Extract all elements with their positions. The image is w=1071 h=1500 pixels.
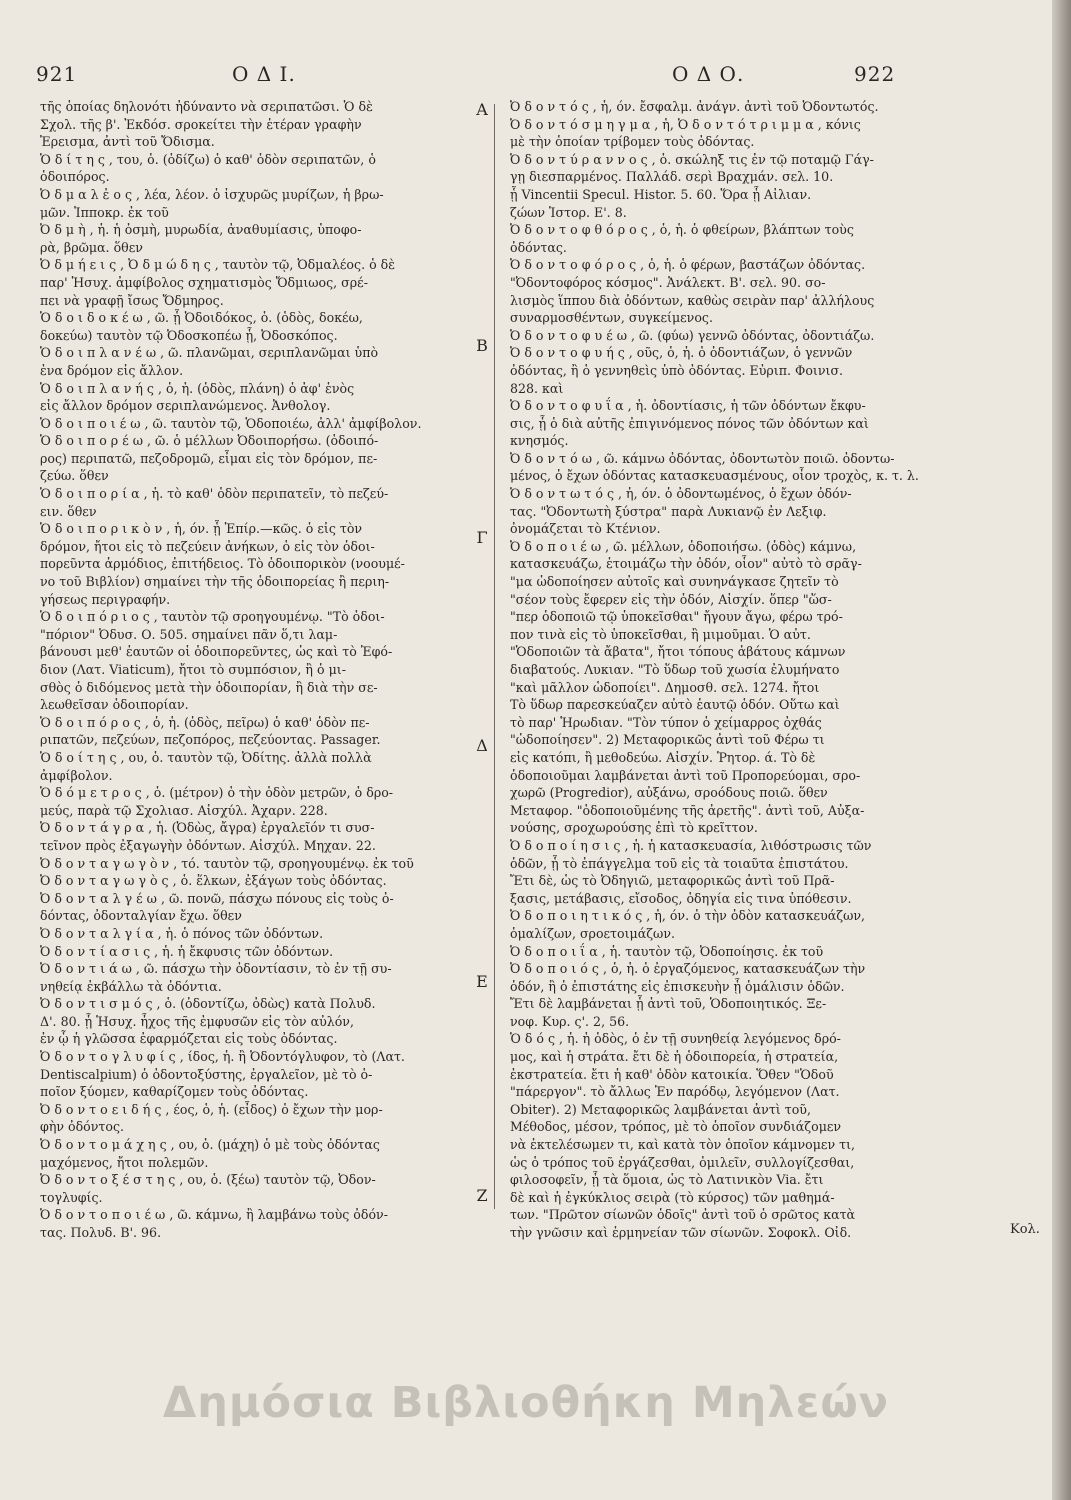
text-line: Ὀ δ ο ν τ ο π ο ι έ ω , ῶ. κάμνω, ἢ λαμβάνω τοὺς ὀδόν- xyxy=(40,1207,388,1223)
text-line: Ἔτι δὲ λαμβάνεται ᾗ ἀντὶ τοῦ, Ὁδοποιητικός. Ξε- xyxy=(510,996,827,1012)
section-letter: Β xyxy=(476,336,488,355)
text-line: ᾗ Vincentii Specul. Histor. 5. 60. Ὅρα ᾗ Αἰλιαν. xyxy=(510,186,812,202)
text-line: λεωθεῖσαν ὁδοιπορίαν. xyxy=(40,697,189,713)
text-line: ὁμαλίζων, σροετοιμάζων. xyxy=(510,925,675,941)
text-line: Ὀ δ ο ν τ ό ς , ἡ, όν. ἔσφαλμ. ἀνάγν. ἀντὶ τοῦ Ὀδοντωτός. xyxy=(510,99,879,114)
text-line: Ὀ δ ο ν τ ι ά ω , ῶ. πάσχω τὴν ὀδοντίασιν, τὸ ἐν τῇ συ- xyxy=(40,961,392,977)
text-line: Ὁ δ ο ι π λ α ν έ ω , ῶ. πλανῶμαι, σεριπλανῶμαι ὑπὸ xyxy=(40,345,379,361)
library-watermark: Δημόσια Βιβλιοθήκη Μηλεών xyxy=(162,1378,890,1428)
text-line: διαβατούς. Λυκιαν. "Τὸ ὕδωρ τοῦ χωσία ἐλυμήνατο xyxy=(510,662,840,677)
text-line: ἐν ᾧ ἡ γλῶσσα ἐφαρμόζεται εἰς τοὺς ὀδόντας. xyxy=(40,1031,338,1047)
text-line: ζώων Ἱστορ. Ε'. 8. xyxy=(510,204,627,220)
text-line: Ὁ δ ο ί τ η ς , ου, ὁ. ταυτὸν τῷ, Ὀδίτης. ἀλλὰ πολλὰ xyxy=(40,749,372,765)
text-line: χωρῶ (Progredior), αὐξάνω, σροόδους ποιῶ. ὅθεν xyxy=(510,785,828,801)
text-line: των. "Πρῶτον σίωνῶν ὁδοῖς" ἀντὶ τοῦ ὁ σρῶτος κατὰ xyxy=(510,1207,856,1223)
text-line: ὁδοιπόρος. xyxy=(40,169,110,185)
text-line: Ὁ δ ό μ ε τ ρ ο ς , ὁ. (μέτρον) ὁ τὴν ὁδὸν μετρῶν, ὁ δρο- xyxy=(40,785,394,801)
text-line: μῶν. Ἱπποκρ. ἐκ τοῦ xyxy=(40,204,169,220)
text-line: Ὀ δ ο ν τ ο φ υ έ ω , ῶ. (φύω) γεννῶ ὀδόντας, ὀδοντιάζω. xyxy=(510,327,875,343)
text-line: "σέον τοὺς ἔφερεν εἰς τὴν ὁδόν, Αἰσχίν. ὅπερ "ὥσ- xyxy=(510,591,832,607)
text-line: Ὀ δ ο ν τ ο μ ά χ η ς , ου, ὁ. (μάχη) ὁ μὲ τοὺς ὀδόντας xyxy=(40,1137,380,1153)
text-line: Ὀ δ ο ν τ ω τ ό ς , ἡ, όν. ὁ ὀδοντωμένος, ὁ ἔχων ὀδόν- xyxy=(510,486,852,502)
text-line: Ὀ δ ο ν τ α γ ω γ ὸ ν , τό. ταυτὸν τῷ, σροηγουμένῳ. ἐκ τοῦ xyxy=(40,855,414,871)
text-line: φιλοσοφεῖν, ᾗ τὰ ὅμοια, ὡς τὸ Λατινικὸν Via. ἔτι xyxy=(510,1172,824,1188)
text-line: συναρμοσθέντων, συγκείμενος. xyxy=(510,310,713,326)
text-line: ὁδῶν, ᾗ τὸ ἐπάγγελμα τοῦ εἰς τὰ τοιαῦτα ἐπιστάτου. xyxy=(510,855,849,871)
text-line: κνησμός. xyxy=(510,433,569,449)
text-line: Ὀ δ ο π ο ί η σ ι ς , ἡ. ἡ κατασκευασία, λιθόστρωσις τῶν xyxy=(510,837,872,853)
text-line: "μα ὡδοποίησεν αὐτοῖς καὶ συνηνάγκασε ζητεῖν τὸ xyxy=(510,574,839,590)
text-line: εἰς κατόπι, ἢ μεθοδεύω. Αἰσχίν. Ῥητορ. ά. Τὸ δὲ xyxy=(510,749,816,765)
text-line: Σχολ. τῆς β'. Ἐκδόσ. σροκείτει τὴν ἑτέραν γραφὴν xyxy=(40,116,362,132)
text-line: Μεταφορ. "ὁδοποιοῦμένης τῆς ἀρετῆς". ἀντὶ τοῦ, Αὐξα- xyxy=(510,802,865,818)
text-line: Ὀ δ ο ν τ ο φ ό ρ ο ς , ὁ, ἡ. ὁ φέρων, βαστάζων ὀδόντας. xyxy=(510,257,866,273)
text-line: δόντας, ὀδονταλγίαν ἔχω. ὅθεν xyxy=(40,908,242,924)
text-line: ξασις, μετάβασις, εἴσοδος, ὁδηγία εἰς τινα ὑπόθεσιν. xyxy=(510,890,852,906)
text-line: Ὀ δ ο π ο ι ΐ α , ἡ. ταυτὸν τῷ, Ὀδοποίησις. ἐκ τοῦ xyxy=(510,943,824,959)
text-line: ρὰ, βρῶμα. ὅθεν xyxy=(40,239,143,255)
text-line: "Ὀδοντοφόρος κόσμος". Ἀνάλεκτ. Β'. σελ. 90. σο- xyxy=(510,274,826,290)
text-line: Ὁ δ ο ι π ο ρ ί α , ἡ. τὸ καθ' ὁδὸν περιπατεῖν, τὸ πεζεύ- xyxy=(40,486,389,502)
text-line: Ὁ δ ο ι π λ α ν ή ς , ὁ, ἡ. (ὁδὸς, πλάνη) ὁ ἀφ' ἑνὸς xyxy=(40,380,355,396)
text-line: Ὀ δ ο π ο ι ό ς , ὁ, ἡ. ὁ ἐργαζόμενος, κατασκευάζων τὴν xyxy=(510,961,866,977)
text-line: νὰ ἐκτελέσωμεν τι, καὶ κατὰ τὸν ὁποῖον κάμνομεν τι, xyxy=(510,1137,856,1153)
text-line: Obiter). 2) Μεταφορικῶς λαμβάνεται ἀντὶ τοῦ, xyxy=(510,1101,811,1117)
text-line: Ὁ δ ο ι π ο ι έ ω , ῶ. ταυτὸν τῷ, Ὁδοποιέω, ἀλλ' ἀμφίβολον. xyxy=(40,415,422,431)
text-line: Dentiscalpium) ὁ ὀδοντοξύστης, ἐργαλεῖον, μὲ τὸ ὁ- xyxy=(40,1066,373,1082)
text-line: ριπατῶν, πεζεύων, πεζοπόρος, πεζεύοντας. Passager. xyxy=(40,732,381,748)
left-column xyxy=(40,98,480,1242)
text-line: ὀδόντας, ἢ ὁ γεννηθεὶς ὑπὸ ὀδόντας. Εὐριπ. Φοινισ. xyxy=(510,362,844,378)
text-line: "καὶ μᾶλλον ὡδοποίει". Δημοσθ. σελ. 1274. ἤτοι xyxy=(510,679,820,695)
text-line: Ὀ δ ο π ο ι έ ω , ῶ. μέλλων, ὁδοποιήσω. (ὁδὸς) κάμνω, xyxy=(510,538,857,554)
text-line: Ὀ δ ο ν τ ά γ ρ α , ἡ. (Ὀδὼς, ἄγρα) ἐργαλεῖόν τι συσ- xyxy=(40,820,375,836)
text-line: πορεῦντα ἁρμόδιος, ἐπιτήδειος. Τὸ ὁδοιπορικὸν (νοουμέ- xyxy=(40,556,405,572)
section-letter: Γ xyxy=(476,528,488,547)
text-line: ζεύω. ὅθεν xyxy=(40,468,109,484)
text-line: Ὀ δ ο ν τ α λ γ έ ω , ῶ. πονῶ, πάσχω πόνους εἰς τοὺς ὀ- xyxy=(40,890,394,906)
text-line: Τὸ ὕδωρ παρεσκεύαζεν αὐτὸ ἑαυτῷ ὁδόν. Οὕτω καὶ xyxy=(510,697,840,713)
text-line: ἐνα δρόμον εἰς ἄλλον. xyxy=(40,362,184,378)
text-line: Ὀ δ ο π ο ι η τ ι κ ό ς , ἡ, όν. ὁ τὴν ὁδὸν κατασκευάζων, xyxy=(510,908,865,924)
text-line: Ὁ δ ό ς , ἡ. ἡ ὁδὸς, ὁ ἐν τῇ συνηθείᾳ λεγόμενος δρό- xyxy=(510,1031,841,1047)
text-line: Ὁ δ ί τ η ς , του, ὁ. (ὁδίζω) ὁ καθ' ὁδὸν σεριπατῶν, ὁ xyxy=(40,151,376,167)
text-line: μος, καὶ ἡ στράτα. ἔτι δὲ ἡ ὁδοιπορεία, ἡ στρατεία, xyxy=(510,1049,839,1065)
running-header xyxy=(36,62,1036,92)
text-line: ὀνομάζεται τὸ Κτένιον. xyxy=(510,521,661,537)
text-line: τας. "Ὀδοντωτὴ ξύστρα" παρὰ Λυκιανῷ ἐν Λεξιφ. xyxy=(510,503,827,519)
right-column xyxy=(510,98,950,1242)
text-line: μένος, ὁ ἔχων ὀδόντας κατασκευασμένους, οἷον τροχὸς, κ. τ. λ. xyxy=(510,468,919,484)
left-page-number: 921 xyxy=(36,62,78,86)
text-line: 828. καὶ xyxy=(510,380,564,396)
text-line: "Ὁδοποιῶν τὰ ἄβατα", ἤτοι τόπους ἀβάτους κάμνων xyxy=(510,644,846,660)
text-line: τῆς ὁποίας δηλονότι ἠδύναντο νὰ σεριπατῶσι. Ὁ δὲ xyxy=(40,99,373,114)
text-line: "ὡδοποίησεν". 2) Μεταφορικῶς ἀντὶ τοῦ Φέρω τι xyxy=(510,732,825,748)
text-line: ποῖον ξύομεν, καθαρίζομεν τοὺς ὀδόντας. xyxy=(40,1084,309,1100)
section-letter: Α xyxy=(476,100,488,119)
text-line: Ὀ δ ο ν τ ο ξ έ σ τ η ς , ου, ὁ. (ξέω) ταυτὸν τῷ, Ὀδον- xyxy=(40,1172,376,1188)
text-line: ἀμφίβολον. xyxy=(40,767,113,783)
right-page-number: 922 xyxy=(854,62,896,86)
section-letter: Ζ xyxy=(476,1186,488,1205)
text-line: δρόμον, ἤτοι εἰς τὸ πεζεύειν ἀνήκων, ὁ εἰς τὸν ὁδοι- xyxy=(40,538,375,554)
text-line: "περ ὁδοποιῶ τῷ ὑποκεῖσθαι" ἤγουν ἄγω, φέρω τρό- xyxy=(510,609,843,625)
text-line: ὀδόντας. xyxy=(510,239,567,255)
text-line: ρος) περιπατῶ, πεζοδρομῶ, εἶμαι εἰς τὸν δρόμον, πε- xyxy=(40,450,378,466)
text-line: φὴν ὀδόντος. xyxy=(40,1119,125,1135)
text-line: Ἐρεισμα, ἀντὶ τοῦ Ὄδισμα. xyxy=(40,134,215,150)
text-line: βάνουσι μεθ' ἑαυτῶν οἱ ὁδοιπορεῦντες, ὡς καὶ τὸ Ἐφό- xyxy=(40,644,393,660)
text-line: νηθείᾳ ἐκβάλλω τὰ ὀδόντια. xyxy=(40,978,222,994)
page-edge-shadow xyxy=(1052,0,1071,1500)
text-line: Ὀ δ ο ν τ ο ε ι δ ή ς , έος, ὁ, ἡ. (εἶδος) ὁ ἔχων τὴν μορ- xyxy=(40,1101,383,1117)
text-line: σθὸς ὁ διδόμενος μετὰ τὴν ὁδοιπορίαν, ἢ διὰ τὴν σε- xyxy=(40,679,378,695)
text-line: ειν. ὅθεν xyxy=(40,503,97,519)
text-line: Ἔτι δὲ, ὡς τὸ Ὀδηγιῶ, μεταφορικῶς ἀντὶ τοῦ Πρᾶ- xyxy=(510,873,835,889)
section-letter: Ε xyxy=(476,972,488,991)
text-line: ὁδόν, ἢ ὁ ἐπιστάτης εἰς ἐπισκευὴν ᾗ ὁμάλισιν ὁδῶν. xyxy=(510,978,845,994)
text-line: τας. Πολυδ. Β'. 96. xyxy=(40,1225,162,1240)
text-line: Ὀ δ ο ν τ ο γ λ υ φ ί ς , ίδος, ἡ. ἢ Ὀδοντόγλυφον, τὸ (Λατ. xyxy=(40,1049,405,1065)
text-line: Ὁ δ ο ι δ ο κ έ ω , ῶ. ᾗ Ὀδοιδόκος, ὁ. (ὁδὸς, δοκέω, xyxy=(40,310,363,326)
text-line: Ὀ δ ο ν τ ο φ υ ΐ α , ἡ. ὀδοντίασις, ἡ τῶν ὀδόντων ἔκφυ- xyxy=(510,398,866,414)
text-line: νο τοῦ Βιβλίον) σημαίνει τὴν τῆς ὁδοιπορείας ἢ περιη- xyxy=(40,574,390,590)
text-line: Δ'. 80. ᾗ Ἡσυχ. ἦχος τῆς ἐμφυσῶν εἰς τὸν αὐλόν, xyxy=(40,1013,354,1029)
text-line: Ὀ δ ο ν τ ό ω , ῶ. κάμνω ὀδόντας, ὀδοντωτὸν ποιῶ. ὀδοντω- xyxy=(510,450,895,466)
column-divider xyxy=(494,104,495,1209)
text-line: Ὁ δ ο ι π ο ρ ι κ ὸ ν , ἡ, όν. ᾗ Ἐπίρ.—κῶς. ὁ εἰς τὸν xyxy=(40,521,363,537)
text-line: νούσης, σροχωρούσης ἐπὶ τὸ κρεῖττον. xyxy=(510,820,758,836)
text-line: εἰς ἄλλον δρόμον σεριπλανώμενος. Ἀνθολογ. xyxy=(40,398,331,414)
text-line: μεύς, παρὰ τῷ Σχολιασ. Αἰσχύλ. Ἀχαρν. 228. xyxy=(40,802,328,818)
text-line: Ὀ δ ο ν τ ό σ μ η γ μ α , ἡ, Ὀ δ ο ν τ ό τ ρ ι μ μ α , κόνις xyxy=(510,116,861,132)
text-line: τὸ παρ' Ἡρωδιαν. "Τὸν τύπον ὁ χείμαρρος ὀχθάς xyxy=(510,714,822,730)
text-line: Ὀ δ μ α λ ἐ ο ς , λέα, λέον. ὁ ἰσχυρῶς μυρίζων, ἡ βρω- xyxy=(40,186,384,202)
text-line: νοφ. Κυρ. ς'. 2, 56. xyxy=(510,1013,630,1029)
text-line: Ὁ δ ο ι π ο ρ έ ω , ῶ. ὁ μέλλων Ὀδοιπορήσω. (ὁδοιπό- xyxy=(40,433,379,449)
text-line: πει νὰ γραφῇ ἴσως Ὄδμηρος. xyxy=(40,292,224,308)
right-running-head: Ο Δ Ο. xyxy=(672,62,745,86)
text-line: πον τινὰ εἰς τὸ ὑποκεῖσθαι, ἢ μιμοῦμαι. Ὁ αὐτ. xyxy=(510,626,811,642)
left-running-head: Ο Δ Ι. xyxy=(232,62,296,86)
text-line: Ὀ δ ο ν τ α λ γ ί α , ἡ. ὁ πόνος τῶν ὀδόντων. xyxy=(40,925,324,941)
text-line: δὲ καὶ ἡ ἐγκύκλιος σειρὰ (τὸ κύρσος) τῶν μαθημά- xyxy=(510,1189,835,1205)
section-letters xyxy=(474,100,490,1300)
text-line: μαχόμενος, ἤτοι πολεμῶν. xyxy=(40,1154,209,1170)
text-line: λισμὸς ἵππου διὰ ὀδόντων, καθὼς σειρὰν παρ' ἀλλήλους xyxy=(510,292,875,308)
text-line: "πάρεργον". τὸ ἄλλως Ἐν παρόδῳ, λεγόμενον (Λατ. xyxy=(510,1084,840,1100)
text-line: δοκεύω) ταυτὸν τῷ Ὀδοσκοπέω ᾗ, Ὀδοσκόπος. xyxy=(40,327,338,343)
text-line: ὁδοποιοῦμαι λαμβάνεται ἀντὶ τοῦ Προπορεύομαι, σρο- xyxy=(510,767,861,783)
section-letter: Δ xyxy=(476,736,488,755)
text-line: γήσεως περιγραφήν. xyxy=(40,591,171,607)
text-line: παρ' Ἡσυχ. ἀμφίβολος σχηματισμὸς Ὄδμιωος, σρέ- xyxy=(40,274,368,290)
text-line: Ὀ δ μ ή ε ι ς , Ὀ δ μ ώ δ η ς , ταυτὸν τῷ, Ὀδμαλέος. ὁ δὲ xyxy=(40,257,395,273)
text-line: Ὀ δ ο ν τ ί α σ ι ς , ἡ. ἡ ἔκφυσις τῶν ὀδόντων. xyxy=(40,943,334,959)
text-line: γῃ διεσπαρμένος. Παλλάδ. σερὶ Βραχμάν. σελ. 10. xyxy=(510,169,834,185)
text-line: διον (Λατ. Viaticum), ἤτοι τὸ συμπόσιον, ἢ ὁ μι- xyxy=(40,662,346,677)
text-line: Ὀ δ ο ν τ ύ ρ α ν ν ο ς , ὁ. σκώληξ τις ἐν τῷ ποταμῷ Γάγ- xyxy=(510,151,874,167)
catchword: Κολ. xyxy=(1010,1222,1040,1237)
text-line: Ὀ δ ο ν τ ι σ μ ό ς , ὁ. (ὀδοντίζω, ὀδὼς) κατὰ Πολυδ. xyxy=(40,996,376,1012)
text-line: τεῖνον πρὸς ἐξαγωγὴν ὀδόντων. Αἰσχύλ. Μηχαν. 22. xyxy=(40,837,376,853)
text-line: ἐκστρατεία. ἔτι ἡ καθ' ὁδὸν κατοικία. Ὅθεν "Ὁδοῦ xyxy=(510,1066,834,1082)
text-line: Ὁ δ ο ι π ό ρ ι ο ς , ταυτὸν τῷ σροηγουμένῳ. "Τὸ ὁδοι- xyxy=(40,609,385,625)
text-line: ὡς ὁ τρόπος τοῦ ἐργάζεσθαι, ὁμιλεῖν, συλλογίζεσθαι, xyxy=(510,1154,855,1170)
text-line: "πόριον" Ὀδυσ. Ο. 505. σημαίνει πᾶν ὅ,τι λαμ- xyxy=(40,626,338,642)
text-line: κατασκευάζω, ἑτοιμάζω τὴν ὁδόν, οἷον" αὐτὸ τὸ σρᾶγ- xyxy=(510,556,862,572)
text-line: Ὀ δ ο ν τ α γ ω γ ὸ ς , ὁ. ἕλκων, ἐξάγων τοὺς ὀδόντας. xyxy=(40,873,387,889)
text-line: Ὀ δ ο ν τ ο φ υ ή ς , οῦς, ὁ, ἡ. ὁ ὀδοντιάζων, ὁ γεννῶν xyxy=(510,345,853,361)
text-line: σις, ᾗ ὁ διὰ αὐτῆς ἐπιγινόμενος πόνος τῶν ὀδόντων καὶ xyxy=(510,415,869,431)
text-line: μὲ τὴν ὁποίαν τρίβομεν τοὺς ὀδόντας. xyxy=(510,134,755,150)
text-line: Μέθοδος, μέσον, τρόπος, μὲ τὸ ὁποῖον συνδιάζομεν xyxy=(510,1119,842,1135)
text-line: Ὁ δ ο ι π ό ρ ο ς , ὁ, ἡ. (ὁδὸς, πεῖρω) ὁ καθ' ὁδὸν πε- xyxy=(40,714,370,730)
text-line: τογλυφίς. xyxy=(40,1189,103,1205)
text-line: Ὀ δ μ ὴ , ἡ. ἡ ὀσμὴ, μυρωδία, ἀναθυμίασις, ὑποφο- xyxy=(40,222,362,238)
text-line: τὴν γνῶσιν καὶ ἑρμηνείαν τῶν σίωνῶν. Σοφοκλ. Οἰδ. xyxy=(510,1225,852,1240)
text-line: Ὀ δ ο ν τ ο φ θ ό ρ ο ς , ὁ, ἡ. ὁ φθείρων, βλάπτων τοὺς xyxy=(510,222,854,238)
